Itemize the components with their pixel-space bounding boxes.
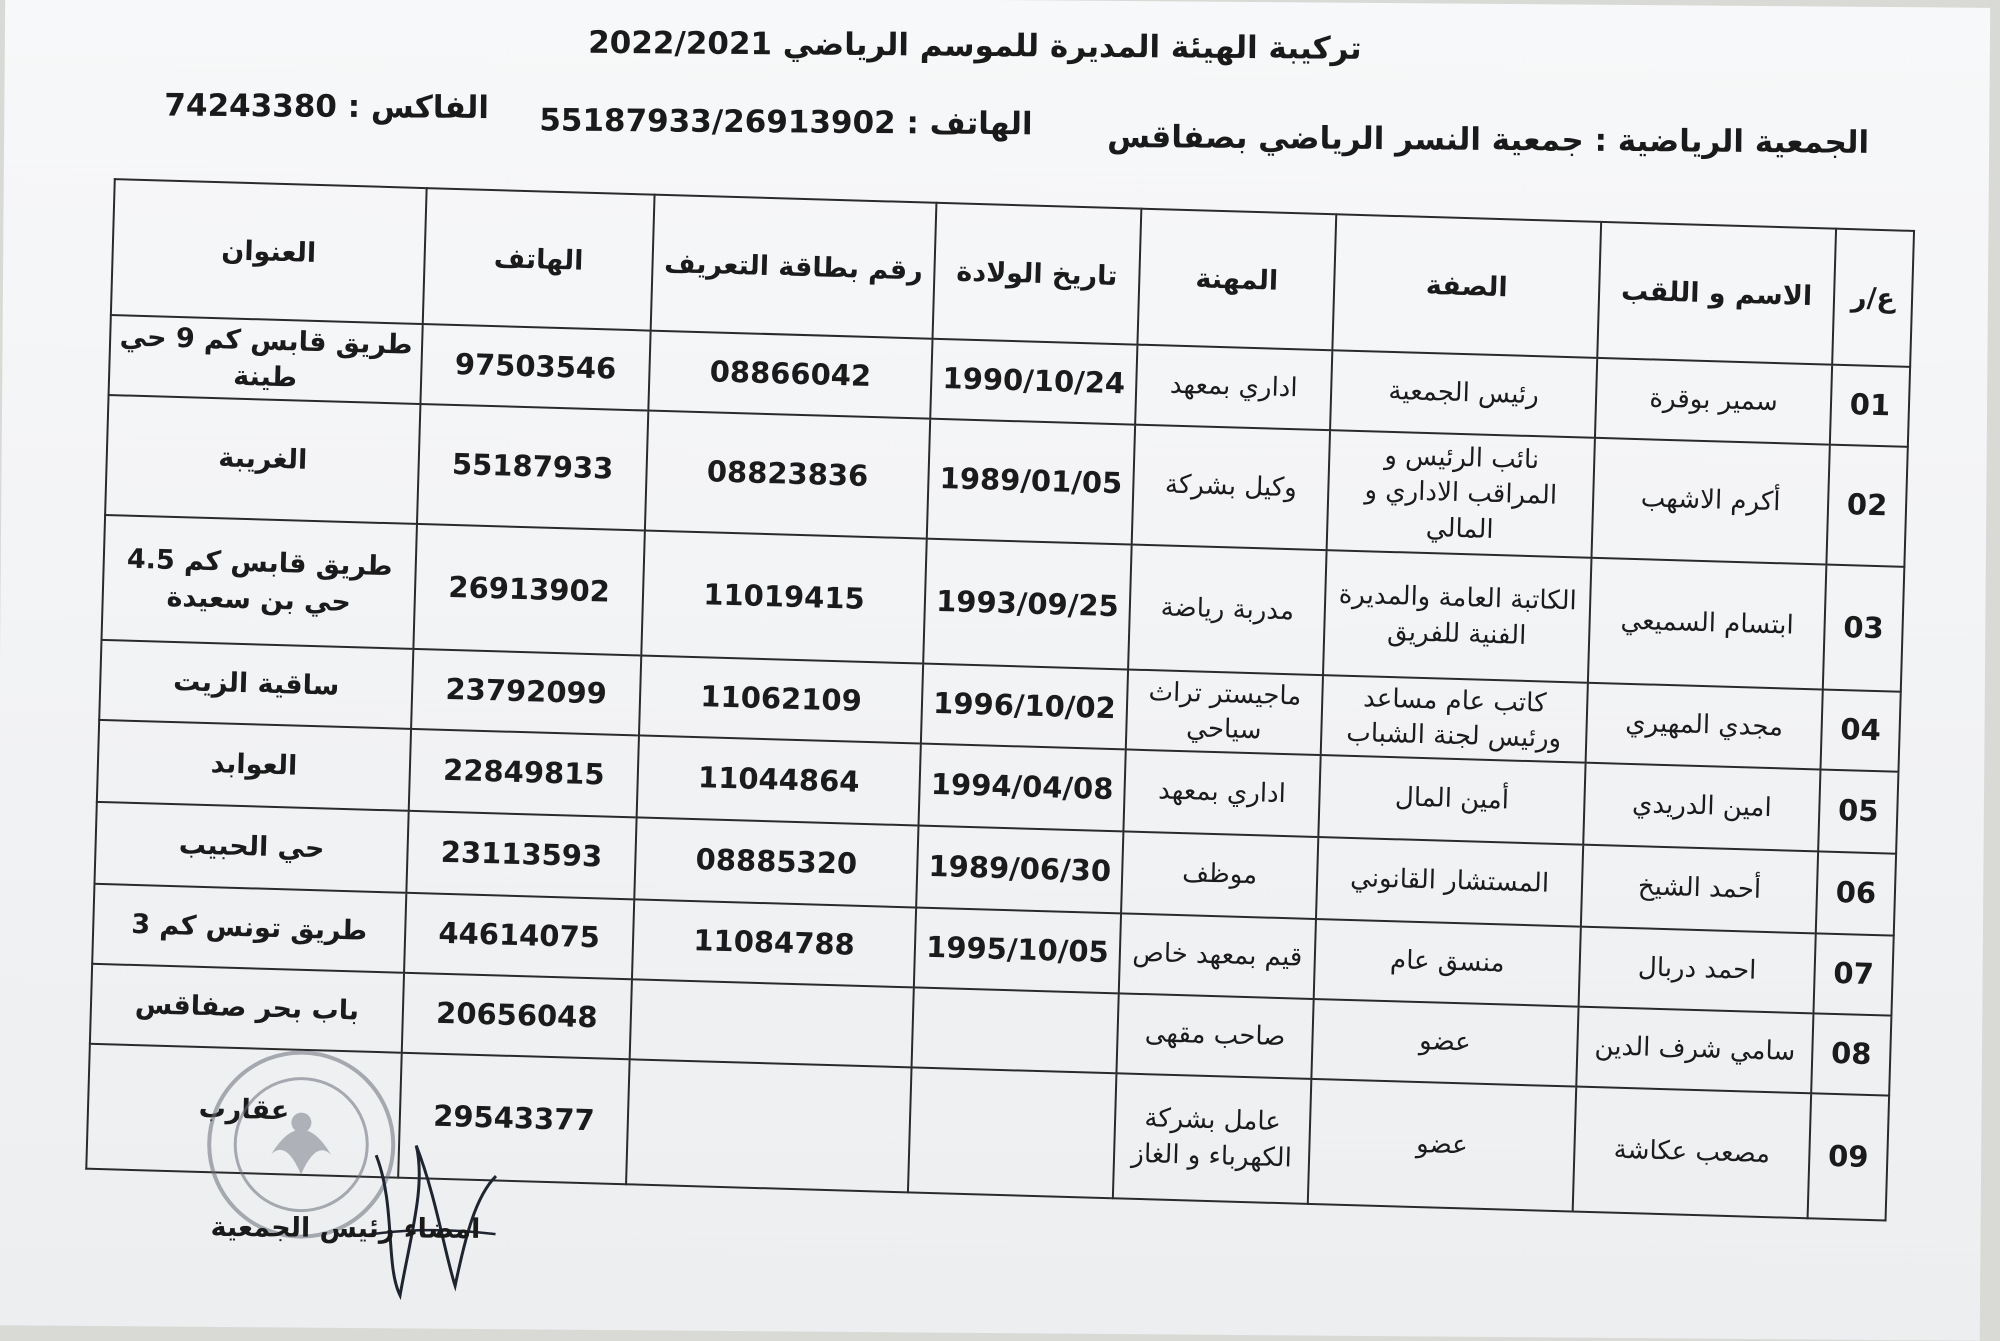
member-address: ساقية الزيت <box>99 640 413 729</box>
member-name: أكرم الاشهب <box>1591 438 1829 565</box>
member-id: 08866042 <box>648 331 932 419</box>
column-header: الهاتف <box>423 188 655 331</box>
fax-value: 74243380 <box>164 87 338 125</box>
president-signature-icon <box>355 1115 506 1306</box>
member-role: أمين المال <box>1318 755 1585 845</box>
member-phone: 97503546 <box>420 324 650 411</box>
member-phone: 20656048 <box>402 973 632 1060</box>
phone-label: الهاتف : <box>906 105 1033 143</box>
member-job: وكيل بشركة <box>1132 425 1330 551</box>
member-address: طريق قابس كم 4.5 حي بن سعيدة <box>102 515 417 649</box>
member-phone: 22849815 <box>409 729 639 818</box>
member-id: 11062109 <box>639 655 923 743</box>
member-birth <box>912 987 1119 1073</box>
club-phone <box>539 102 1033 142</box>
member-role: عضو <box>1308 1079 1576 1212</box>
member-phone: 23113593 <box>406 811 636 900</box>
row-number: 02 <box>1826 445 1907 567</box>
row-number: 06 <box>1816 851 1896 935</box>
member-job: ماجيستر تراث سياحي <box>1126 669 1323 755</box>
member-name: مجدي المهيري <box>1586 683 1823 770</box>
member-address: طريق تونس كم 3 <box>92 884 406 973</box>
column-header: ع/ر <box>1832 229 1914 367</box>
member-address: طريق قابس كم 9 حي طينة <box>109 315 423 404</box>
member-role: الكاتبة العامة والمديرة الفنية للفريق <box>1323 550 1591 683</box>
member-role: عضو <box>1311 999 1578 1087</box>
row-number: 01 <box>1830 365 1910 447</box>
member-birth <box>908 1067 1117 1198</box>
member-id: 08823836 <box>645 411 930 539</box>
member-job: اداري بمعهد <box>1123 749 1320 837</box>
column-header: العنوان <box>111 179 427 324</box>
member-id <box>630 979 914 1067</box>
member-phone: 26913902 <box>413 524 645 656</box>
column-header: تاريخ الولادة <box>933 203 1142 345</box>
member-name: امين الدريدي <box>1583 763 1820 852</box>
row-number: 04 <box>1820 690 1900 772</box>
member-name: أحمد الشيخ <box>1581 845 1818 934</box>
member-phone: 44614075 <box>404 893 634 980</box>
member-birth: 1990/10/24 <box>930 339 1137 425</box>
member-id <box>626 1059 911 1192</box>
column-header: رقم بطاقة التعريف <box>651 195 937 339</box>
member-job: موظف <box>1121 831 1318 919</box>
row-number: 07 <box>1813 933 1893 1015</box>
member-birth: 1995/10/05 <box>914 907 1121 993</box>
member-id: 11019415 <box>641 531 926 664</box>
member-address: العوابد <box>97 720 411 811</box>
member-phone: 29543377 <box>398 1053 630 1185</box>
row-number: 05 <box>1818 769 1898 853</box>
member-name: سمير بوقرة <box>1595 358 1832 445</box>
member-birth: 1989/01/05 <box>927 419 1135 545</box>
column-header: الصفة <box>1332 214 1601 358</box>
member-address: حي الحبيب <box>94 802 408 893</box>
member-id: 08885320 <box>634 817 918 907</box>
member-id: 11084788 <box>632 899 916 987</box>
member-job: عامل بشركة الكهرباء و الغاز <box>1113 1073 1312 1204</box>
row-number: 08 <box>1811 1013 1891 1095</box>
member-birth: 1993/09/25 <box>923 539 1132 670</box>
member-job: مدربة رياضة <box>1128 545 1327 676</box>
member-phone: 23792099 <box>411 649 641 736</box>
column-header: الاسم و اللقب <box>1597 222 1836 365</box>
member-job: اداري بمعهد <box>1135 345 1332 431</box>
signature-label: امضاء رئيس الجمعية <box>210 1211 481 1245</box>
fax-label: الفاكس : <box>347 88 490 127</box>
member-address: الغريبة <box>105 395 420 524</box>
member-address: باب بحر صفاقس <box>90 964 404 1053</box>
member-role: نائب الرئيس و المراقب الاداري و المالي <box>1327 430 1595 558</box>
member-id: 11044864 <box>637 735 921 825</box>
member-job: قيم بمعهد خاص <box>1119 913 1316 999</box>
club-fax <box>164 87 489 126</box>
member-role: منسق عام <box>1314 919 1581 1007</box>
member-role: كاتب عام مساعد ورئيس لجنة الشباب <box>1321 675 1588 763</box>
member-name: ابتسام السميعي <box>1588 558 1827 690</box>
member-name: مصعب عكاشة <box>1573 1087 1812 1219</box>
member-job: صاحب مقهى <box>1116 993 1313 1079</box>
member-name: سامي شرف الدين <box>1576 1007 1813 1094</box>
column-header: المهنة <box>1137 209 1336 351</box>
row-number: 03 <box>1823 565 1905 692</box>
member-role: المستشار القانوني <box>1316 837 1583 927</box>
page-title: تركيبة الهيئة المديرة للموسم الرياضي 2022/2021 <box>588 24 1362 67</box>
member-role: رئيس الجمعية <box>1330 350 1597 438</box>
member-name: احمد دربال <box>1579 927 1816 1014</box>
row-number: 09 <box>1808 1093 1890 1220</box>
member-birth: 1989/06/30 <box>916 826 1123 914</box>
member-address: عقارب <box>86 1044 401 1178</box>
phone-value: 55187933/26913902 <box>539 102 896 142</box>
member-birth: 1996/10/02 <box>921 664 1128 750</box>
member-birth: 1994/04/08 <box>919 744 1126 832</box>
club-name: الجمعية الرياضية : جمعية النسر الرياضي بصفاقس <box>1107 118 1870 161</box>
member-phone: 55187933 <box>417 404 648 531</box>
